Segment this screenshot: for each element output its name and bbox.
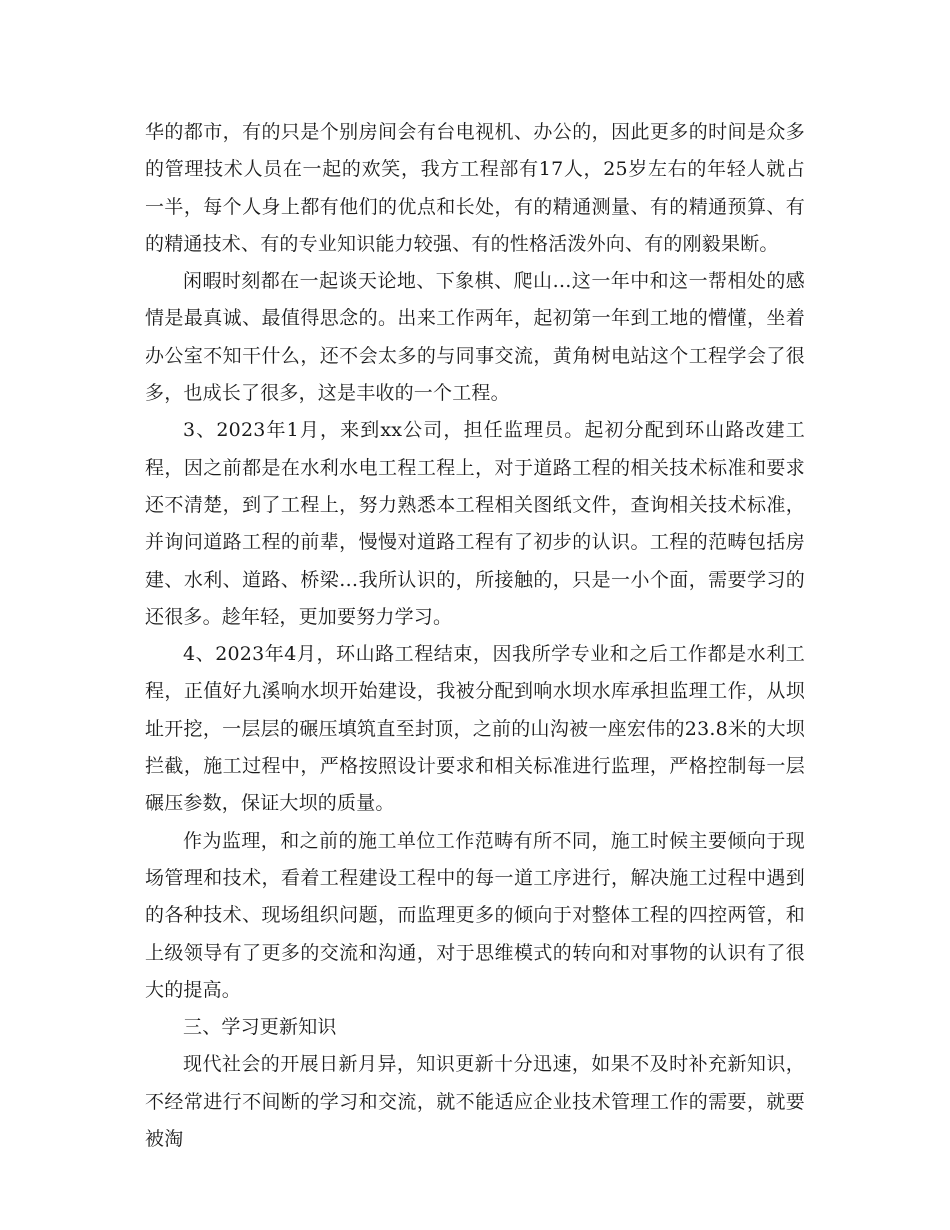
paragraph: 现代社会的开展日新月异，知识更新十分迅速，如果不及时补充新知识，不经常进行不间断的学习和交流，就不能适应企业技术管理工作的需要，就要被淘 bbox=[145, 1053, 805, 1151]
paragraph: 闲暇时刻都在一起谈天论地、下象棋、爬山…这一年中和这一帮相处的感情是最真诚、最值得思念的。出来工作两年，起初第一年到工地的懵懂，坐着办公室不知干什么，还不会太多的与同事交流，黄角树电站这个工程学会了很多，也成长了很多，这是丰收的一个工程。 bbox=[145, 270, 805, 405]
paragraph: 3、2023年1月，来到xx公司，担任监理员。起初分配到环山路改建工程，因之前都是在水利水电工程工程上，对于道路工程的相关技术标准和要求还不清楚，到了工程上，努力熟悉本工程相关图纸文件，查询相关技术标准，并询问道路工程的前辈，慢慢对道路工程有了初步的认识。工程的范畴包括房建、水利、道路、桥梁…我所认识的，所接触的，只是一小个面，需要学习的还很多。趁年轻，更加要努力学习。 bbox=[145, 419, 805, 628]
section-heading: 三、学习更新知识 bbox=[183, 1016, 337, 1039]
paragraph: 作为监理，和之前的施工单位工作范畴有所不同，施工时候主要倾向于现场管理和技术，看着工程建设工程中的每一道工序进行，解决施工过程中遇到的各种技术、现场组织问题，而监理更多的倾向于对整体工程的四控两管，和上级领导有了更多的交流和沟通，对于思维模式的转向和对事物的认识有了很大的提高。 bbox=[145, 829, 805, 1001]
paragraph: 4、2023年4月，环山路工程结束，因我所学专业和之后工作都是水利工程，正值好九溪响水坝开始建设，我被分配到响水坝水库承担监理工作，从坝址开挖，一层层的碾压填筑直至封顶，之前的山沟被一座宏伟的23.8米的大坝拦截，施工过程中，严格按照设计要求和相关标准进行监理，严格控制每一层碾压参数，保证大坝的质量。 bbox=[145, 643, 805, 815]
document-body bbox=[145, 114, 805, 1158]
paragraph-continued: 华的都市，有的只是个别房间会有台电视机、办公的，因此更多的时间是众多的管理技术人员在一起的欢笑，我方工程部有17人，25岁左右的年轻人就占一半，每个人身上都有他们的优点和长处，有的精通测量、有的精通预算、有的精通技术、有的专业知识能力较强、有的性格活泼外向、有的刚毅果断。 bbox=[145, 121, 805, 255]
